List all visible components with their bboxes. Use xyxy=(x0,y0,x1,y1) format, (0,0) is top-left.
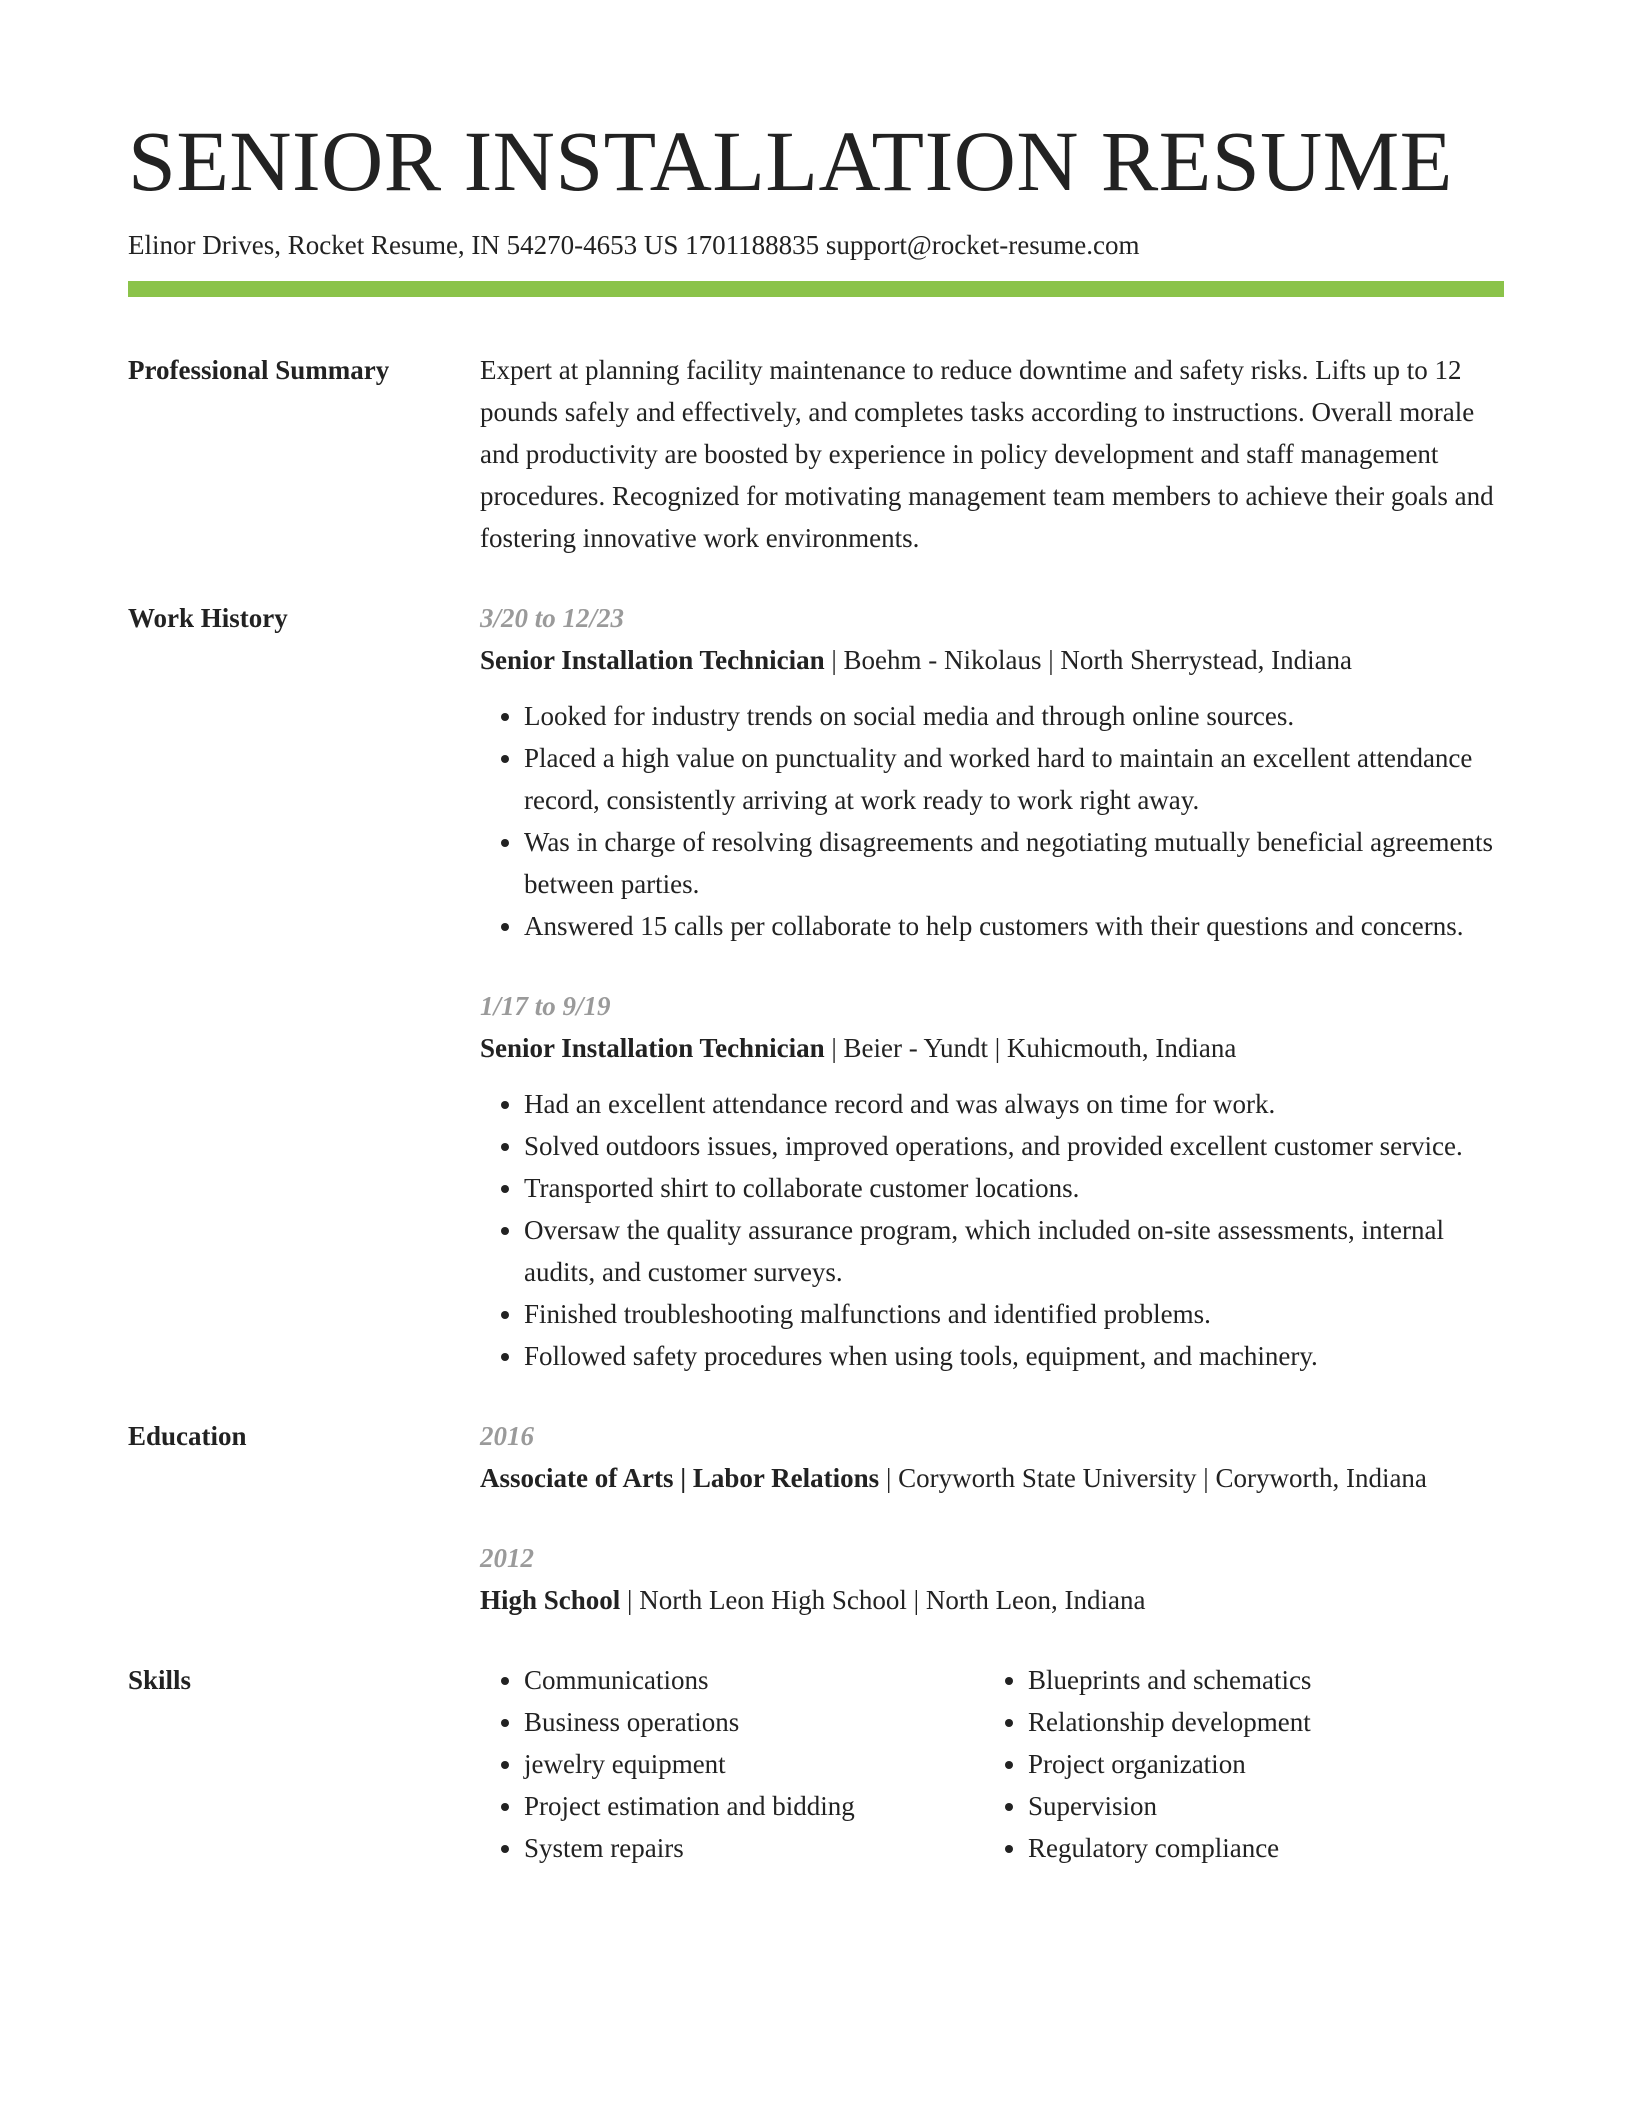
education-year: 2012 xyxy=(480,1543,534,1574)
section-label-education: Education xyxy=(128,1421,247,1452)
job-bullet: • Had an excellent attendance record and was always on time for work. xyxy=(524,1083,1504,1125)
job-bullet: • Finished troubleshooting malfunctions and identified problems. xyxy=(524,1293,1504,1335)
skill-item: • Blueprints and schematics xyxy=(1028,1659,1504,1701)
skills-column-right xyxy=(984,1659,1504,1869)
job-bullet: • Was in charge of resolving disagreements and negotiating mutually beneficial agreements between parties. xyxy=(524,821,1504,905)
job-bullet: • Solved outdoors issues, improved operations, and provided excellent customer service. xyxy=(524,1125,1504,1167)
skill-item: • Relationship development xyxy=(1028,1701,1504,1743)
contact-info: Elinor Drives, Rocket Resume, IN 54270-4653 US 1701188835 support@rocket-resume.com xyxy=(128,230,1140,260)
job-bullets xyxy=(480,1083,1504,1377)
job-bullet: • Transported shirt to collaborate customer locations. xyxy=(524,1167,1504,1209)
skill-item: • Regulatory compliance xyxy=(1028,1827,1504,1869)
job-bullet: • Followed safety procedures when using tools, equipment, and machinery. xyxy=(524,1335,1504,1377)
education-year: 2016 xyxy=(480,1421,534,1452)
skills-section xyxy=(128,1659,1504,1869)
job-bullet: • Looked for industry trends on social media and through online sources. xyxy=(524,695,1504,737)
education-entry xyxy=(480,1415,1504,1499)
education-entry xyxy=(480,1537,1504,1621)
summary-body xyxy=(480,349,1504,559)
job-heading xyxy=(480,1027,1504,1069)
skills-body xyxy=(480,1659,1504,1869)
summary-text: Expert at planning facility maintenance to reduce downtime and safety risks. Lifts up to 12 pounds safely and effectively, and completes tasks according to instructions. Overall morale and productivity are boosted by experience in policy development and staff management procedures. Recognized for motivating management team members to achieve their goals and fostering innovative work environments. xyxy=(480,355,1494,554)
education-heading xyxy=(480,1457,1504,1499)
skills-list-left xyxy=(480,1659,984,1869)
job-dates: 3/20 to 12/23 xyxy=(480,603,625,634)
job-details: | Boehm - Nikolaus | North Sherrystead, Indiana xyxy=(824,645,1353,676)
skills-list-right xyxy=(984,1659,1504,1869)
skill-item: • Business operations xyxy=(524,1701,984,1743)
skill-item: • Project estimation and bidding xyxy=(524,1785,984,1827)
job-details: | Beier - Yundt | Kuhicmouth, Indiana xyxy=(824,1033,1237,1064)
section-label-skills: Skills xyxy=(128,1665,192,1696)
work-history-section xyxy=(128,597,1504,1377)
skill-item: • Supervision xyxy=(1028,1785,1504,1827)
header-divider xyxy=(128,281,1504,297)
education-details: | North Leon High School | North Leon, Indiana xyxy=(620,1585,1146,1616)
job-bullets xyxy=(480,695,1504,947)
job-entry xyxy=(480,985,1504,1377)
skill-item: • System repairs xyxy=(524,1827,984,1869)
summary-section xyxy=(128,349,1504,559)
job-title: Senior Installation Technician xyxy=(480,645,825,676)
skill-item: • Communications xyxy=(524,1659,984,1701)
job-heading xyxy=(480,639,1504,681)
education-body xyxy=(480,1415,1504,1621)
skill-item: • jewelry equipment xyxy=(524,1743,984,1785)
job-entry xyxy=(480,597,1504,947)
education-section xyxy=(128,1415,1504,1621)
skills-column-left xyxy=(480,1659,984,1869)
resume-title: SENIOR INSTALLATION RESUME xyxy=(128,113,1453,209)
job-dates: 1/17 to 9/19 xyxy=(480,991,611,1022)
skills-columns xyxy=(480,1659,1504,1869)
education-degree: High School xyxy=(480,1585,621,1616)
education-details: | Coryworth State University | Coryworth, Indiana xyxy=(879,1463,1427,1494)
job-bullet: • Oversaw the quality assurance program, which included on-site assessments, internal audits, and customer surveys. xyxy=(524,1209,1504,1293)
work-history-body xyxy=(480,597,1504,1377)
section-label-work-history: Work History xyxy=(128,603,288,634)
job-bullet: • Placed a high value on punctuality and worked hard to maintain an excellent attendance record, consistently arriving at work ready to work right away. xyxy=(524,737,1504,821)
job-title: Senior Installation Technician xyxy=(480,1033,825,1064)
section-label-summary: Professional Summary xyxy=(128,355,390,386)
education-heading xyxy=(480,1579,1504,1621)
education-degree: Associate of Arts | Labor Relations xyxy=(480,1463,880,1494)
skill-item: • Project organization xyxy=(1028,1743,1504,1785)
job-bullet: • Answered 15 calls per collaborate to help customers with their questions and concerns. xyxy=(524,905,1504,947)
